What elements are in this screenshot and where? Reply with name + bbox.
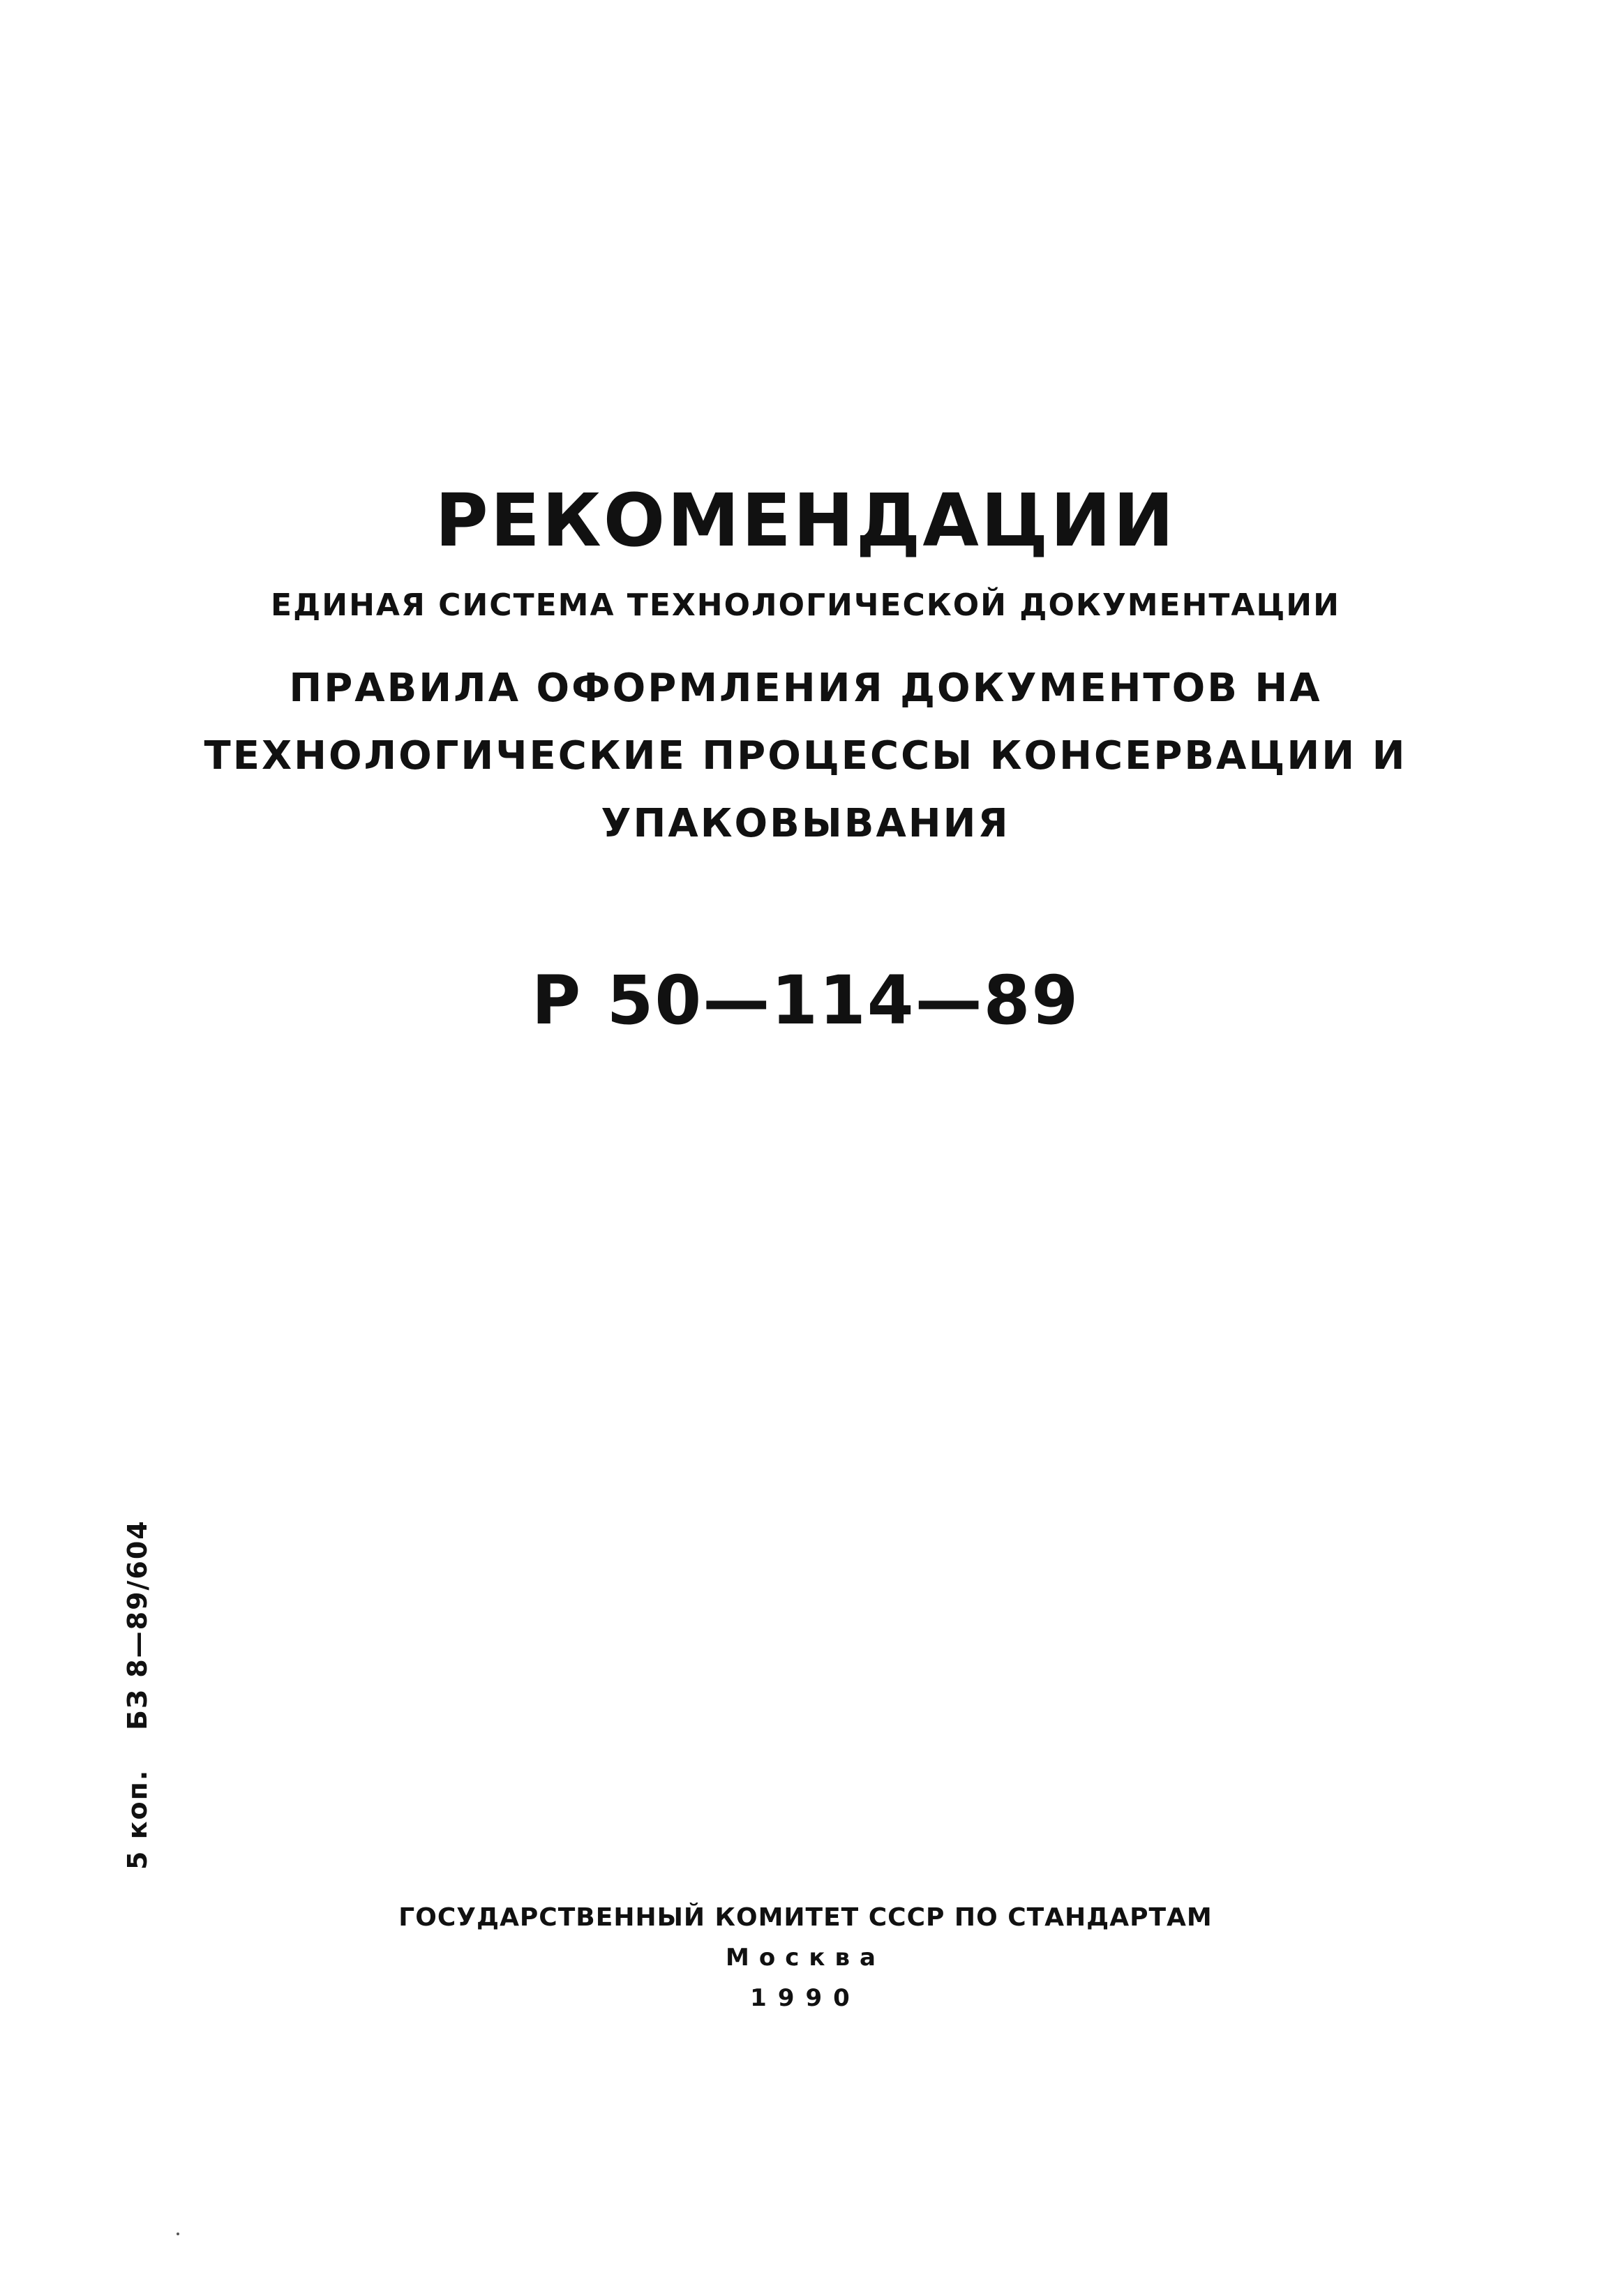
document-designation: Р 50—114—89	[531, 961, 1080, 1040]
document-type-heading: РЕКОМЕНДАЦИИ	[435, 478, 1176, 563]
scan-speck	[177, 2233, 179, 2235]
publisher-name: ГОСУДАРСТВЕННЫЙ КОМИТЕТ СССР ПО СТАНДАРТАМ	[398, 1903, 1213, 1932]
price-label: 5 коп.	[122, 1769, 153, 1870]
catalog-number: БЗ 8—89/604	[122, 1520, 153, 1730]
series-heading: ЕДИНАЯ СИСТЕМА ТЕХНОЛОГИЧЕСКОЙ ДОКУМЕНТАЦИИ	[271, 587, 1340, 623]
document-title-line: ТЕХНОЛОГИЧЕСКИЕ ПРОЦЕССЫ КОНСЕРВАЦИИ И	[204, 733, 1407, 779]
margin-note	[120, 1507, 155, 1870]
publication-city: Москва	[726, 1944, 885, 1972]
document-title-line: ПРАВИЛА ОФОРМЛЕНИЯ ДОКУМЕНТОВ НА	[289, 666, 1322, 711]
document-title-line: УПАКОВЫВАНИЯ	[601, 801, 1010, 846]
document-title	[0, 654, 1611, 857]
publication-year: 1990	[750, 1984, 861, 2012]
